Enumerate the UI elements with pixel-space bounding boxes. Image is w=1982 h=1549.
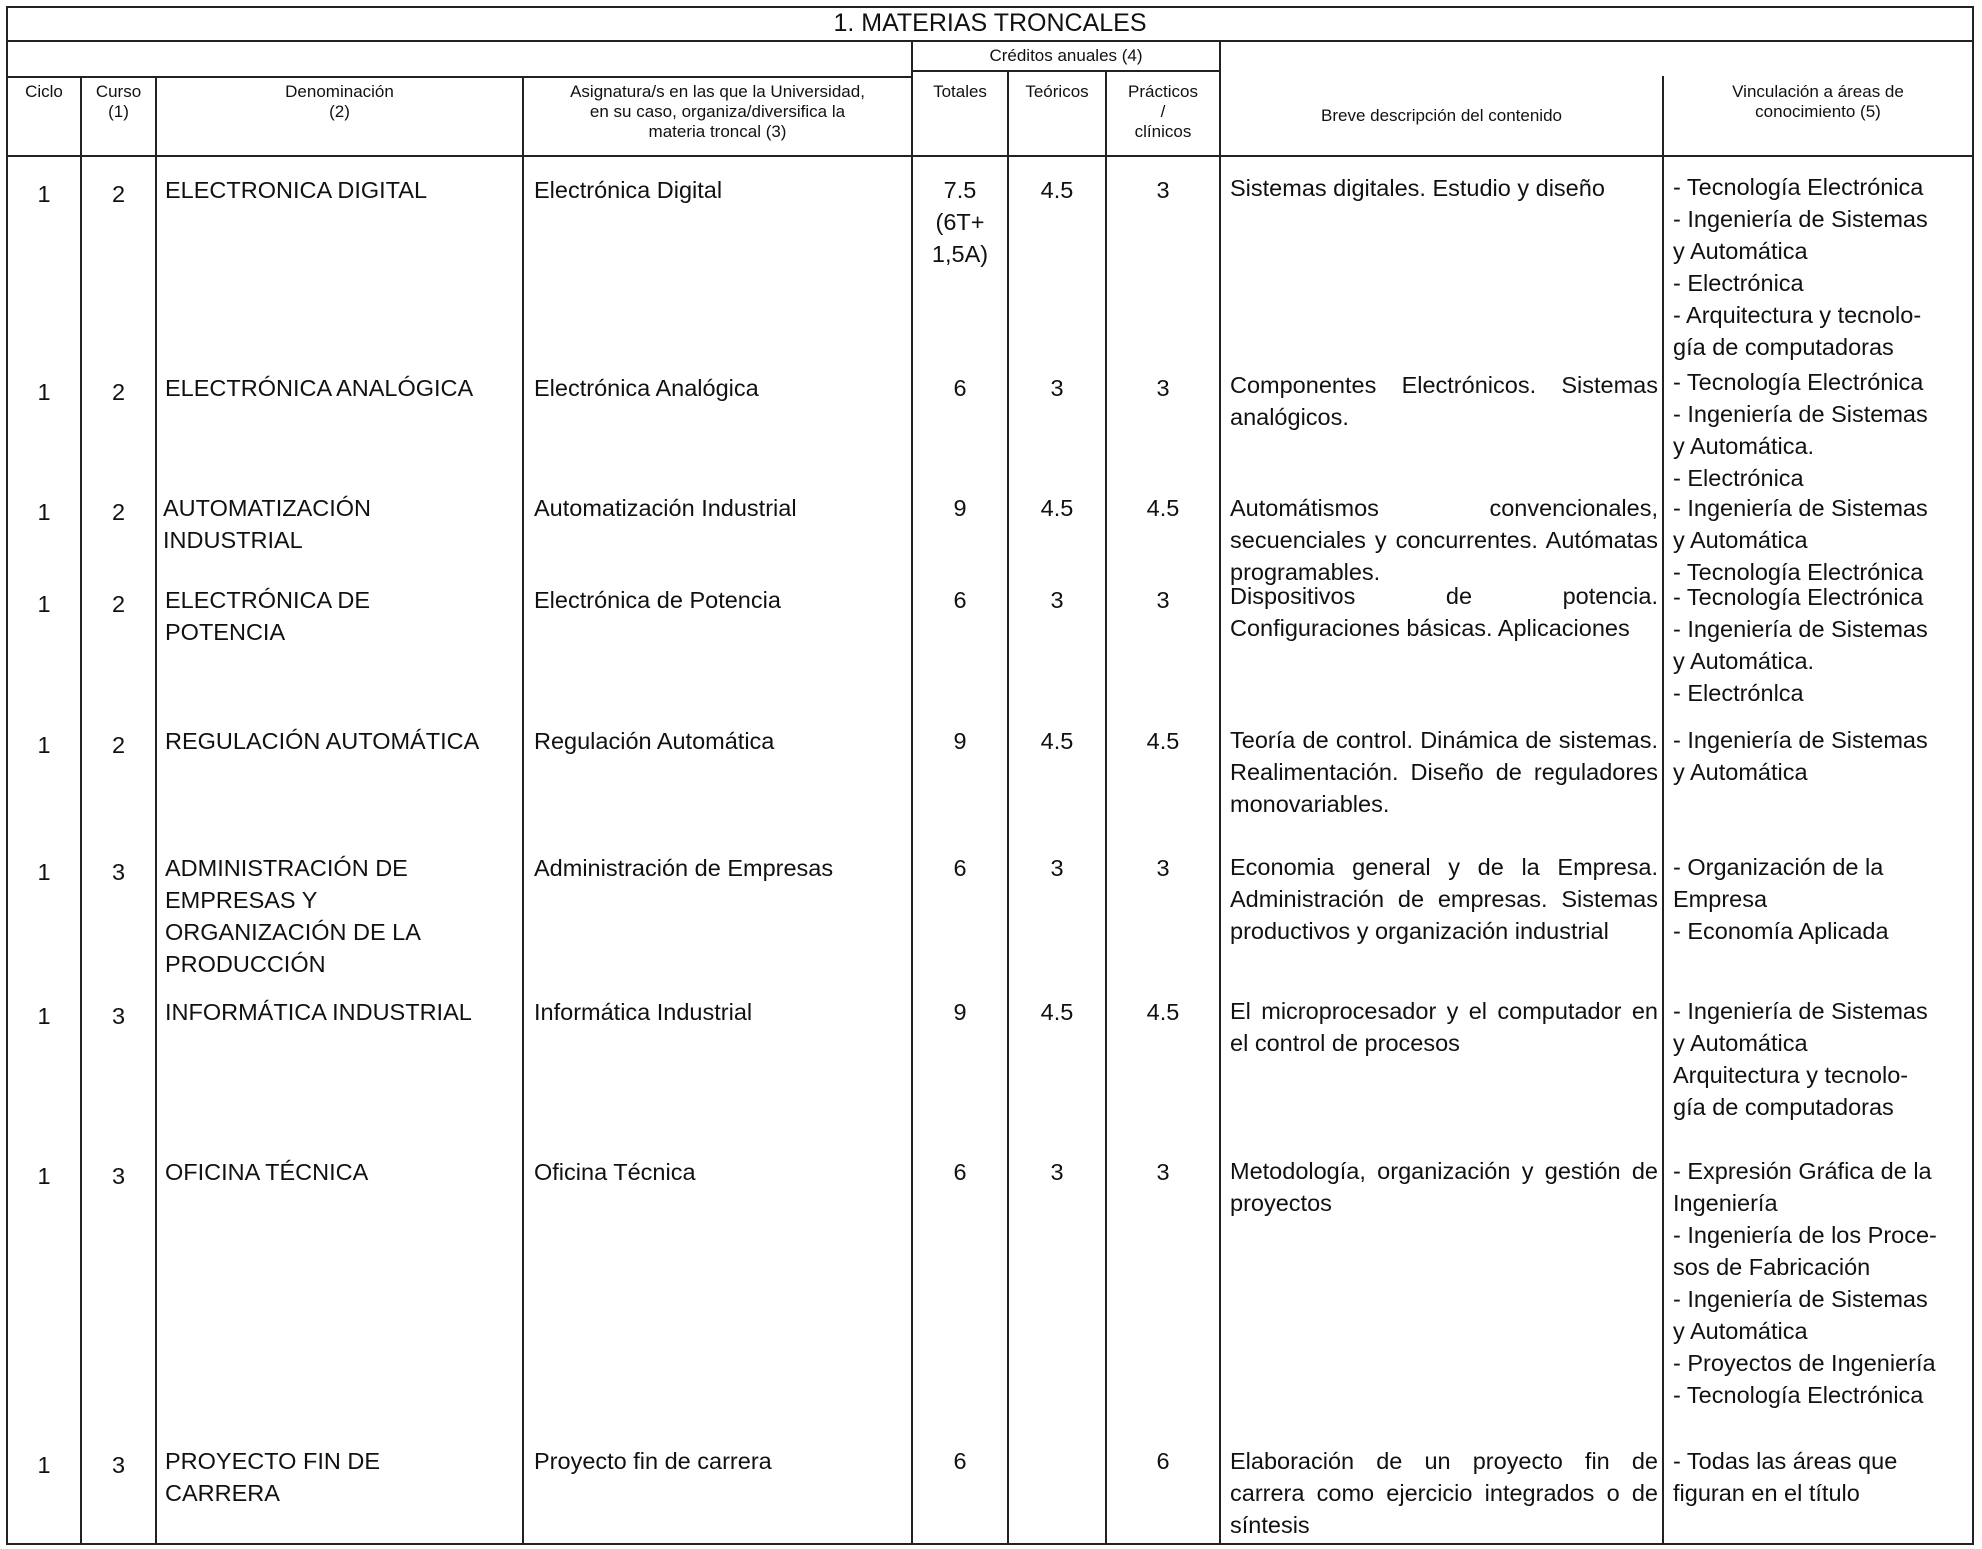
cell-ciclo: 1	[37, 859, 51, 885]
cell-teoricos: 4.5	[1040, 495, 1074, 521]
cell-descripcion: Economia general y de la Empresa. Administración de empresas. Sistemas productivos y organización industrial	[1230, 854, 1658, 944]
cell-denominacion: AUTOMATIZACIÓN INDUSTRIAL	[163, 495, 372, 553]
rule-bottom	[6, 1543, 1974, 1545]
cell-areas: - Todas las áreas que figuran en el título	[1673, 1448, 1898, 1506]
cell-practicos: 4.5	[1146, 999, 1180, 1025]
cell-curso: 2	[111, 379, 126, 405]
cell-teoricos: 3	[1050, 855, 1064, 881]
cell-totales: 6	[953, 587, 967, 613]
header-asignaturas: Asignatura/s en las que la Universidad, en su caso, organiza/diversifica la materia troncal (3)	[570, 82, 865, 141]
rule-col-curso	[155, 76, 157, 1545]
cell-denominacion: ELECTRONICA DIGITAL	[165, 177, 428, 203]
cell-ciclo: 1	[37, 732, 51, 758]
cell-descripcion: Elaboración de un proyecto fin de carrera como ejercicio integrados o de síntesis	[1230, 1448, 1658, 1538]
header-creditos-group: Créditos anuales (4)	[989, 46, 1143, 65]
cell-denominacion: INFORMÁTICA INDUSTRIAL	[165, 999, 472, 1025]
cell-teoricos: 3	[1050, 587, 1064, 613]
cell-areas: - Ingeniería de Sistemas y Automática - Tecnología Electrónica	[1673, 495, 1928, 585]
cell-denominacion: ADMINISTRACIÓN DE EMPRESAS Y ORGANIZACIÓN DE LA PRODUCCIÓN	[165, 855, 421, 977]
cell-curso: 3	[111, 1003, 126, 1029]
table-title: 1. MATERIAS TRONCALES	[833, 9, 1147, 37]
cell-totales: 9	[953, 999, 967, 1025]
cell-practicos: 4.5	[1146, 495, 1180, 521]
cell-denominacion: REGULACIÓN AUTOMÁTICA	[165, 728, 480, 754]
rule-left	[6, 6, 8, 1545]
header-curso: Curso (1)	[95, 82, 142, 121]
cell-areas: - Expresión Gráfica de la Ingeniería - Ingeniería de los Proce- sos de Fabricación - Ingeniería de Sistemas y Automática - Proyectos de Ingeniería - Tecnología Electrónica	[1673, 1158, 1937, 1408]
cell-denominacion: OFICINA TÉCNICA	[165, 1159, 369, 1185]
cell-descripcion: El microprocesador y el computador en el control de procesos	[1230, 998, 1658, 1056]
rule-col-descripcion	[1662, 76, 1664, 1545]
cell-descripcion: Dispositivos de potencia. Configuraciones básicas. Aplicaciones	[1230, 583, 1658, 641]
rule-col-denominacion	[522, 76, 524, 1545]
rule-right	[1972, 6, 1974, 1545]
cell-curso: 3	[111, 1163, 126, 1189]
cell-ciclo: 1	[37, 379, 51, 405]
cell-areas: - Tecnología Electrónica - Ingeniería de Sistemas y Automática - Electrónica - Arquitectura y tecnolo- gía de computadoras	[1673, 174, 1928, 360]
cell-totales: 9	[953, 495, 967, 521]
header-totales: Totales	[933, 82, 987, 101]
cell-asignatura: Automatización Industrial	[534, 495, 797, 521]
cell-asignatura: Regulación Automática	[534, 728, 775, 754]
cell-practicos: 3	[1156, 375, 1170, 401]
header-practicos: Prácticos / clínicos	[1128, 82, 1198, 141]
rule-col-practicos	[1219, 40, 1221, 1545]
cell-practicos: 3	[1156, 177, 1170, 203]
header-denominacion: Denominación (2)	[285, 82, 394, 121]
cell-totales: 6	[953, 1448, 967, 1474]
cell-teoricos: 4.5	[1040, 728, 1074, 754]
cell-curso: 3	[111, 859, 126, 885]
cell-practicos: 3	[1156, 1159, 1170, 1185]
cell-asignatura: Administración de Empresas	[534, 855, 834, 881]
rule-title-bottom	[6, 40, 1974, 42]
cell-ciclo: 1	[37, 1163, 51, 1189]
cell-descripcion: Teoría de control. Dinámica de sistemas. Realimentación. Diseño de reguladores monovariables.	[1230, 727, 1658, 817]
header-ciclo: Ciclo	[25, 82, 63, 101]
cell-curso: 2	[111, 181, 126, 207]
cell-asignatura: Electrónica Digital	[534, 177, 723, 203]
cell-asignatura: Informática Industrial	[534, 999, 753, 1025]
cell-descripcion: Componentes Electrónicos. Sistemas analógicos.	[1230, 372, 1658, 430]
cell-denominacion: ELECTRÓNICA DE POTENCIA	[165, 587, 371, 645]
cell-areas: - Ingeniería de Sistemas y Automática Arquitectura y tecnolo- gía de computadoras	[1673, 998, 1928, 1120]
cell-curso: 3	[111, 1452, 126, 1478]
cell-totales: 7.5 (6T+ 1,5A)	[931, 177, 989, 267]
cell-practicos: 4.5	[1146, 728, 1180, 754]
rule-col-totales	[1007, 70, 1009, 1545]
rule-group-bottom	[912, 70, 1220, 72]
cell-totales: 6	[953, 1159, 967, 1185]
cell-descripcion: Metodología, organización y gestión de proyectos	[1230, 1158, 1658, 1216]
rule-col-teoricos	[1105, 70, 1107, 1545]
cell-ciclo: 1	[37, 181, 51, 207]
cell-teoricos: 3	[1050, 1159, 1064, 1185]
cell-teoricos: 4.5	[1040, 177, 1074, 203]
cell-teoricos: 3	[1050, 375, 1064, 401]
cell-curso: 2	[111, 499, 126, 525]
header-vinculacion: Vinculación a áreas de conocimiento (5)	[1732, 82, 1904, 121]
cell-asignatura: Oficina Técnica	[534, 1159, 696, 1185]
cell-teoricos: 4.5	[1040, 999, 1074, 1025]
cell-areas: - Ingeniería de Sistemas y Automática	[1673, 727, 1928, 785]
cell-practicos: 3	[1156, 587, 1170, 613]
cell-practicos: 6	[1156, 1448, 1170, 1474]
cell-areas: - Tecnología Electrónica - Ingeniería de Sistemas y Automática. - Electrónica	[1673, 369, 1928, 491]
cell-asignatura: Electrónica Analógica	[534, 375, 759, 401]
rule-header-bottom	[6, 155, 1974, 157]
cell-denominacion: PROYECTO FIN DE CARRERA	[165, 1448, 381, 1506]
header-teoricos: Teóricos	[1025, 82, 1089, 101]
rule-col-ciclo	[80, 76, 82, 1545]
cell-asignatura: Proyecto fin de carrera	[534, 1448, 772, 1474]
cell-areas: - Organización de la Empresa - Economía Aplicada	[1673, 854, 1889, 944]
cell-curso: 2	[111, 732, 126, 758]
cell-practicos: 3	[1156, 855, 1170, 881]
cell-totales: 6	[953, 855, 967, 881]
cell-ciclo: 1	[37, 1452, 51, 1478]
cell-descripcion: Automátismos convencionales, secuenciales y concurrentes. Autómatas programables.	[1230, 495, 1658, 585]
cell-ciclo: 1	[37, 1003, 51, 1029]
cell-ciclo: 1	[37, 591, 51, 617]
cell-totales: 6	[953, 375, 967, 401]
rule-header-top	[6, 76, 912, 78]
cell-asignatura: Electrónica de Potencia	[534, 587, 781, 613]
cell-descripcion: Sistemas digitales. Estudio y diseño	[1230, 175, 1605, 201]
cell-curso: 2	[111, 591, 126, 617]
cell-totales: 9	[953, 728, 967, 754]
cell-ciclo: 1	[37, 499, 51, 525]
header-descripcion: Breve descripción del contenido	[1321, 106, 1562, 125]
cell-areas: - Tecnología Electrónica - Ingeniería de Sistemas y Automática. - Electrónlca	[1673, 584, 1928, 706]
cell-denominacion: ELECTRÓNICA ANALÓGICA	[165, 375, 474, 401]
